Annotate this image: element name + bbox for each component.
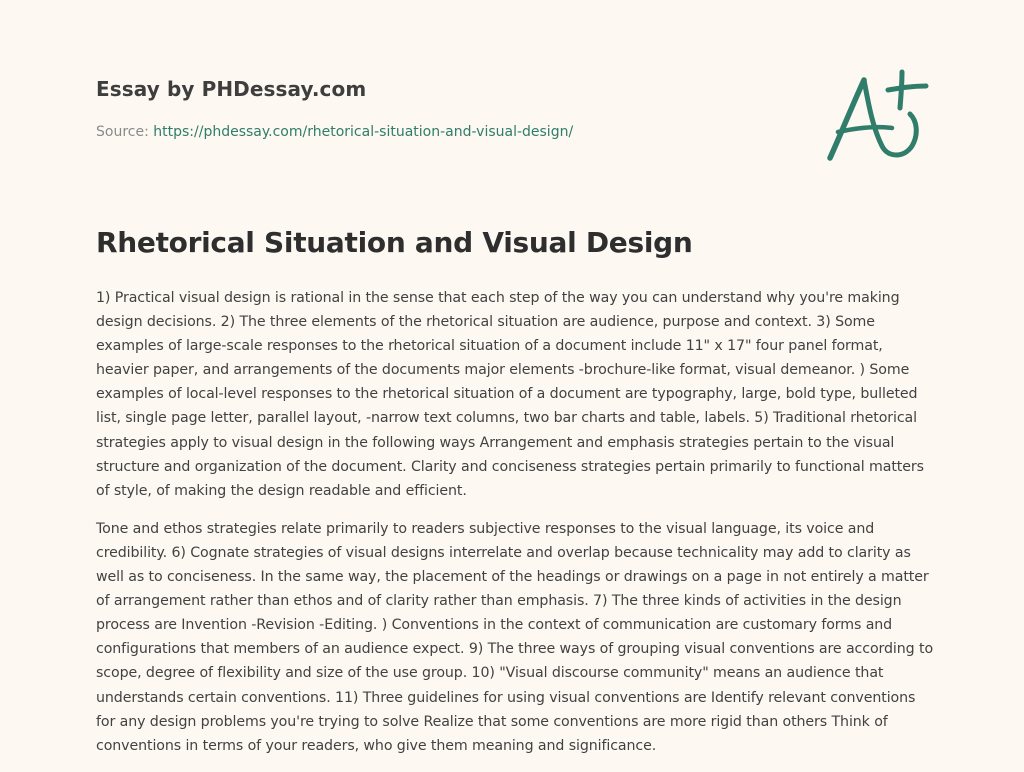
- essay-body: [96, 286, 936, 772]
- source-line: [96, 124, 573, 140]
- source-label: Source:: [96, 124, 149, 140]
- a-plus-logo-icon: [822, 66, 932, 166]
- source-link[interactable]: https://phdessay.com/rhetorical-situation-and-visual-design/: [153, 124, 574, 140]
- site-brand: Essay by PHDessay.com: [96, 77, 367, 101]
- essay-paragraph: Tone and ethos strategies relate primarily to readers subjective responses to the visual language, its voice and credibility. 6) Cognate strategies of visual designs interrelate and overlap because technicality may add to clarity as well as to conciseness. In the same way, the placement of the headings or drawings on a page in not entirely a matter of arrangement rather than ethos and of clarity rather than emphasis. 7) The three kinds of activities in the design process are Invention -Revision -Editing. ) Conventions in the context of communication are customary forms and configurations that members of an audience expect. 9) The three ways of grouping visual conventions are according to scope, degree of flexibility and size of the use group. 10) "Visual discourse community" means an audience that understands certain conventions. 11) Three guidelines for using visual conventions are Identify relevant conventions for any design problems you're trying to solve Realize that some conventions are more rigid than others Think of conventions in terms of your readers, who give them meaning and significance.: [96, 520, 934, 754]
- essay-paragraph: 1) Practical visual design is rational in the sense that each step of the way you can understand why you're making design decisions. 2) The three elements of the rhetorical situation are audience, purpose and context. 3) Some examples of large-scale responses to the rhetorical situation of a document include 11" x 17" four panel format, heavier paper, and arrangements of the documents major elements -brochure-like format, visual demeanor. ) Some examples of local-level responses to the rhetorical situation of a document are typography, large, bold type, bulleted list, single page letter, parallel layout, -narrow text columns, two bar charts and table, labels. 5) Traditional rhetorical strategies apply to visual design in the following ways Arrangement and emphasis strategies pertain to the visual structure and organization of the document. Clarity and conciseness strategies pertain primarily to functional matters of style, of making the design readable and efficient.: [96, 290, 924, 499]
- essay-title: Rhetorical Situation and Visual Design: [96, 226, 693, 259]
